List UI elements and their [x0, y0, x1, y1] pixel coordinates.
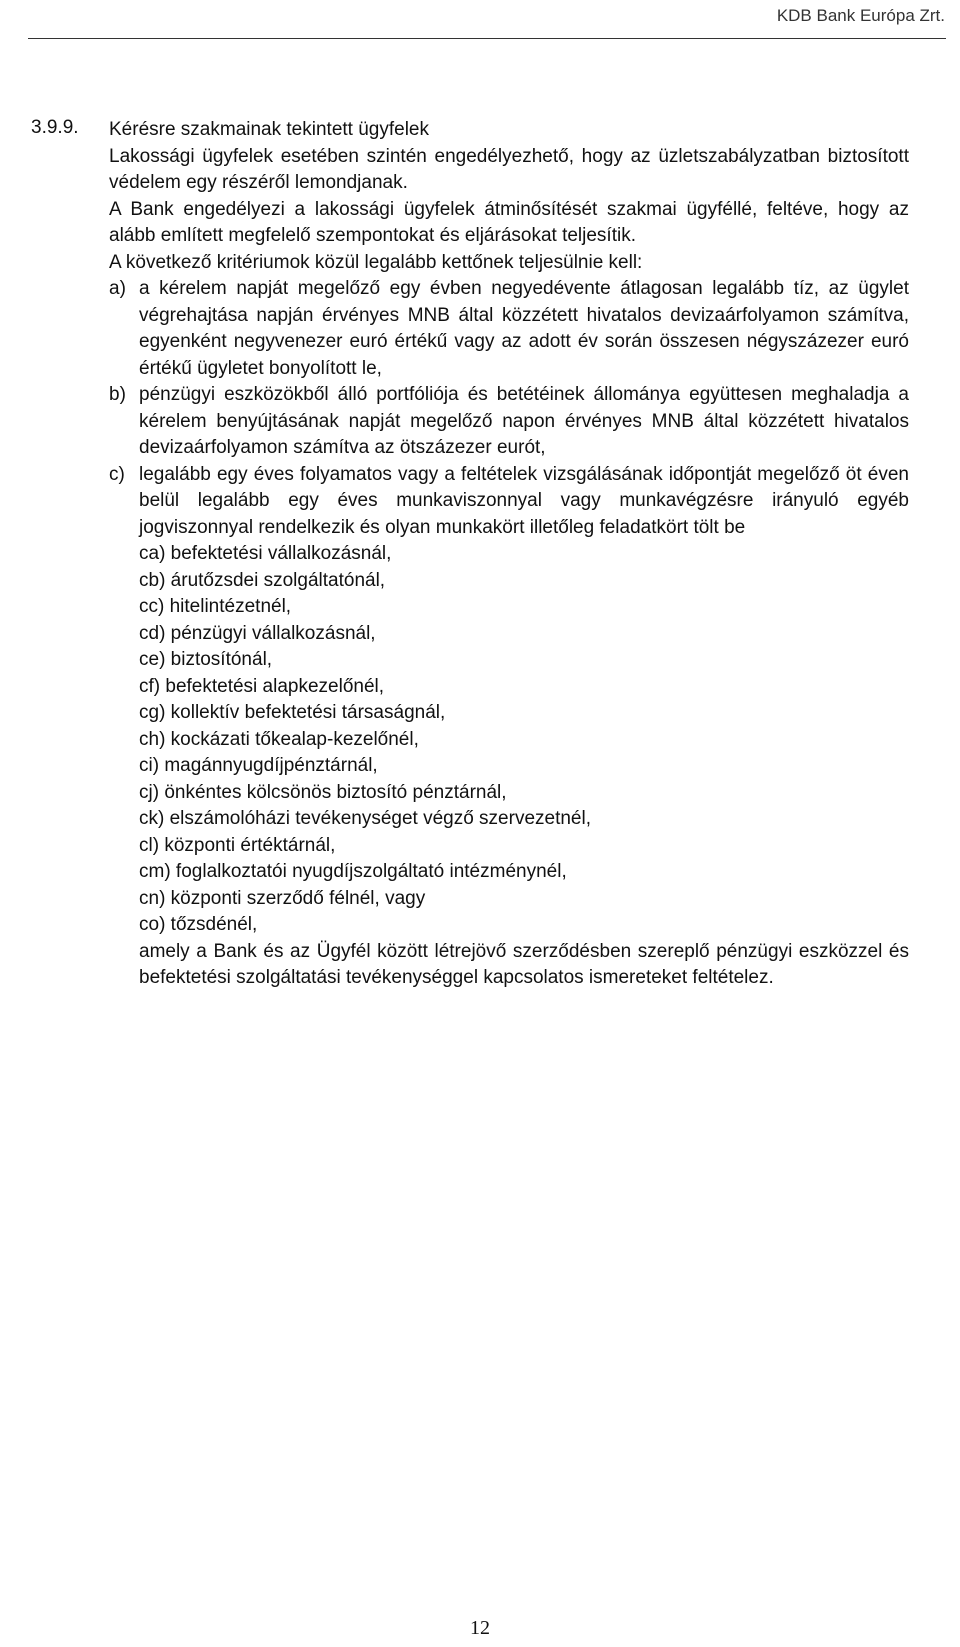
list-item: ck) elszámolóházi tevékenységet végző szervezetnél, [139, 808, 592, 829]
list-item: cc) hitelintézetnél, [139, 596, 292, 617]
criterion-text: a kérelem napját megelőző egy évben negyedévente átlagosan legalább tíz, az ügylet végrehajtása napján érvényes MNB által közzétett hivatalos devizaárfolyamon számítva, egyenként negyvenezer euró értékű vagy az adott év során összesen négyszázezer euró értékű ügyletet bonyolított le, [139, 278, 909, 379]
criterion-marker: c) [109, 463, 125, 485]
list-item: ce) biztosítónál, [139, 649, 273, 670]
section-number: 3.9.9. [31, 117, 79, 138]
paragraph-3: A következő kritériumok közül legalább kettőnek teljesülnie kell: [109, 251, 643, 273]
list-item: cn) központi szerződő félnél, vagy [139, 887, 426, 909]
list-item: cg) kollektív befektetési társaságnál, [139, 702, 446, 723]
section-body [109, 117, 909, 992]
paragraph-1: Lakossági ügyfelek esetében szintén engedélyezhető, hogy az üzletszabályzatban biztosított védelem egy részéről lemondjanak. [109, 145, 909, 193]
list-item: cb) árutőzsdei szolgáltatónál, [139, 569, 386, 591]
page-header-company: KDB Bank Európa Zrt. [776, 6, 945, 25]
list-item: cm) foglalkoztatói nyugdíjszolgáltató intézménynél, [139, 861, 567, 882]
criterion-c [109, 462, 909, 542]
criterion-marker: a) [109, 278, 126, 299]
paragraph-2: A Bank engedélyezi a lakossági ügyfelek átminősítését szakmai ügyféllé, feltéve, hogy az alább említett megfelelő szempontokat és eljárásokat teljesítik. [109, 198, 909, 246]
criterion-a [109, 276, 909, 382]
section-title: Kérésre szakmainak tekintett ügyfelek [109, 119, 429, 140]
criterion-marker: b) [109, 384, 126, 405]
institution-list [139, 541, 909, 939]
list-item: co) tőzsdénél, [139, 914, 258, 935]
list-item: cj) önkéntes kölcsönös biztosító pénztárnál, [139, 781, 507, 803]
page-number: 12 [470, 1617, 490, 1639]
criterion-text: pénzügyi eszközökből álló portfóliója és betétéinek állománya együttesen meghaladja a kérelem benyújtásának napját megelőző napon érvényes MNB által közzétett hivatalos devizaárfolyamon számítva az ötszázezer eurót, [139, 384, 909, 458]
list-item: ch) kockázati tőkealap-kezelőnél, [139, 728, 419, 750]
criterion-text: legalább egy éves folyamatos vagy a feltételek vizsgálásának időpontját megelőző öt éven belül legalább egy éves munkaviszonnyal vagy munkavégzésre irányuló egyéb jogviszonnyal rendelkezik és olyan munkakört illetőleg feladatkört tölt be [139, 463, 909, 538]
list-item: cf) befektetési alapkezelőnél, [139, 675, 385, 697]
list-item: ca) befektetési vállalkozásnál, [139, 543, 392, 564]
closing-paragraph: amely a Bank és az Ügyfél között létrejövő szerződésben szereplő pénzügyi eszközzel és befektetési szolgáltatási tevékenységgel kapcsolatos ismereteket feltételez. [139, 940, 909, 988]
header-divider [28, 38, 946, 39]
list-item: cl) központi értéktárnál, [139, 834, 336, 856]
list-item: cd) pénzügyi vállalkozásnál, [139, 622, 376, 644]
list-item: ci) magánnyugdíjpénztárnál, [139, 755, 378, 776]
criterion-b [109, 382, 909, 462]
